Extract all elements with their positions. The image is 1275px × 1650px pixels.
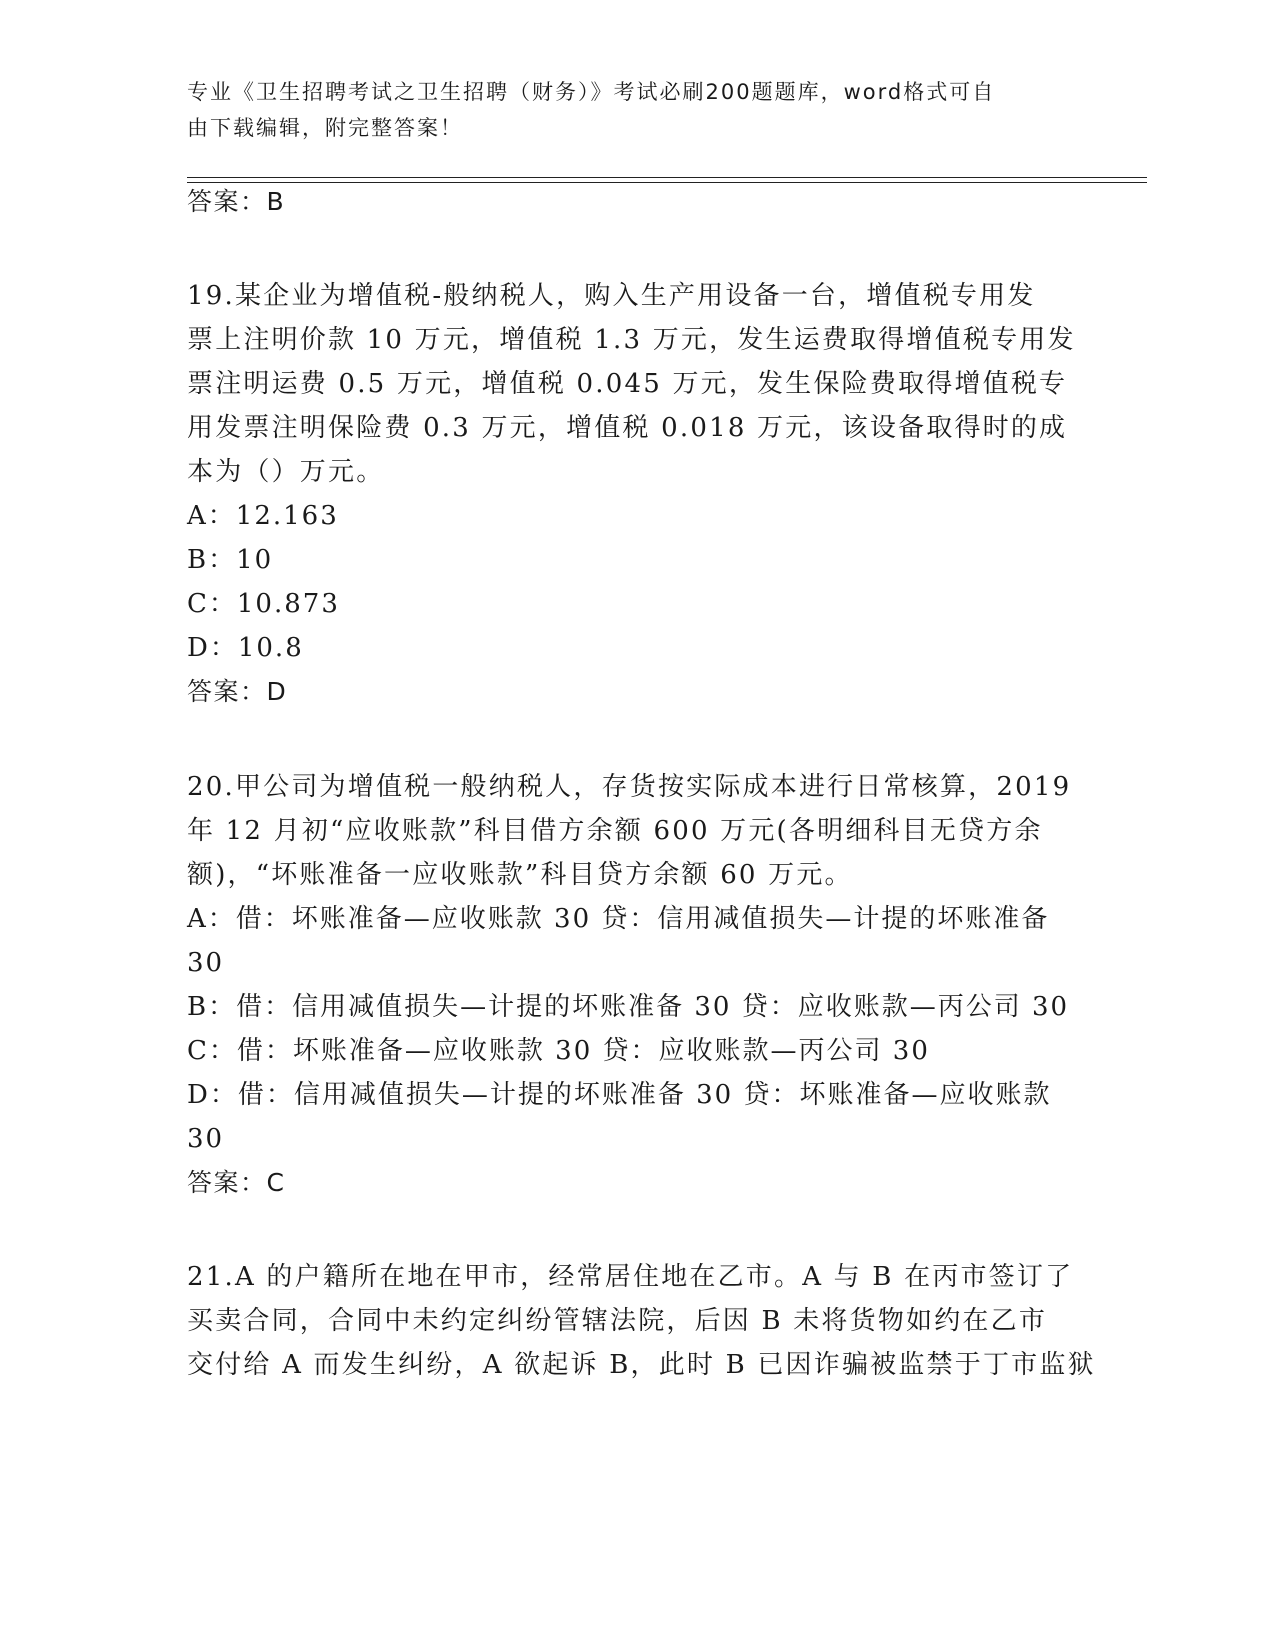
question-stem-line: 交付给 A 而发生纠纷，A 欲起诉 B，此时 B 已因诈骗被监禁于丁市监狱: [187, 1350, 1096, 1380]
question-stem-line: 本为（）万元。: [187, 457, 385, 487]
question-stem-line: 票上注明价款 10 万元，增值税 1.3 万元，发生运费取得增值税专用发: [187, 325, 1076, 355]
option-a: A：12.163: [187, 501, 339, 531]
option-d: D：10.8: [187, 633, 304, 663]
option-a: A：借：坏账准备—应收账款 30 贷：信用减值损失—计提的坏账准备: [187, 904, 1050, 934]
option-d: D：借：信用减值损失—计提的坏账准备 30 贷：坏账准备—应收账款: [187, 1080, 1052, 1110]
option-b: B：借：信用减值损失—计提的坏账准备 30 贷：应收账款—丙公司 30: [187, 992, 1070, 1022]
option-c: C：10.873: [187, 589, 340, 619]
header-line-1: 专业《卫生招聘考试之卫生招聘（财务）》考试必刷200题题库，word格式可自: [187, 80, 996, 104]
question-stem-line: 票注明运费 0.5 万元，增值税 0.045 万元，发生保险费取得增值税专: [187, 369, 1068, 399]
question-stem-line: 21.A 的户籍所在地在甲市，经常居住地在乙市。A 与 B 在丙市签订了: [187, 1262, 1074, 1292]
header-rule-bottom: [187, 182, 1147, 183]
header-line-2: 由下载编辑，附完整答案！: [187, 116, 463, 140]
question-stem-line: 额)，“坏账准备一应收账款”科目贷方余额 60 万元。: [187, 860, 853, 890]
answer: 答案：D: [187, 677, 288, 706]
header-rule-top: [187, 177, 1147, 178]
page-header: [187, 74, 1067, 146]
answer: 答案：C: [187, 1168, 286, 1197]
option-c: C：借：坏账准备—应收账款 30 贷：应收账款—丙公司 30: [187, 1036, 930, 1066]
option-a-continued: 30: [187, 948, 225, 978]
previous-answer: 答案：B: [187, 187, 286, 216]
option-b: B：10: [187, 545, 274, 575]
question-stem-line: 年 12 月初“应收账款”科目借方余额 600 万元(各明细科目无贷方余: [187, 816, 1043, 846]
question-stem-line: 买卖合同，合同中未约定纠纷管辖法院，后因 B 未将货物如约在乙市: [187, 1306, 1048, 1336]
question-stem-line: 20.甲公司为增值税一般纳税人，存货按实际成本进行日常核算，2019: [187, 772, 1072, 802]
question-stem-line: 19.某企业为增值税-般纳税人，购入生产用设备一台，增值税专用发: [187, 281, 1036, 311]
option-d-continued: 30: [187, 1124, 225, 1154]
question-stem-line: 用发票注明保险费 0.3 万元，增值税 0.018 万元，该设备取得时的成: [187, 413, 1068, 443]
